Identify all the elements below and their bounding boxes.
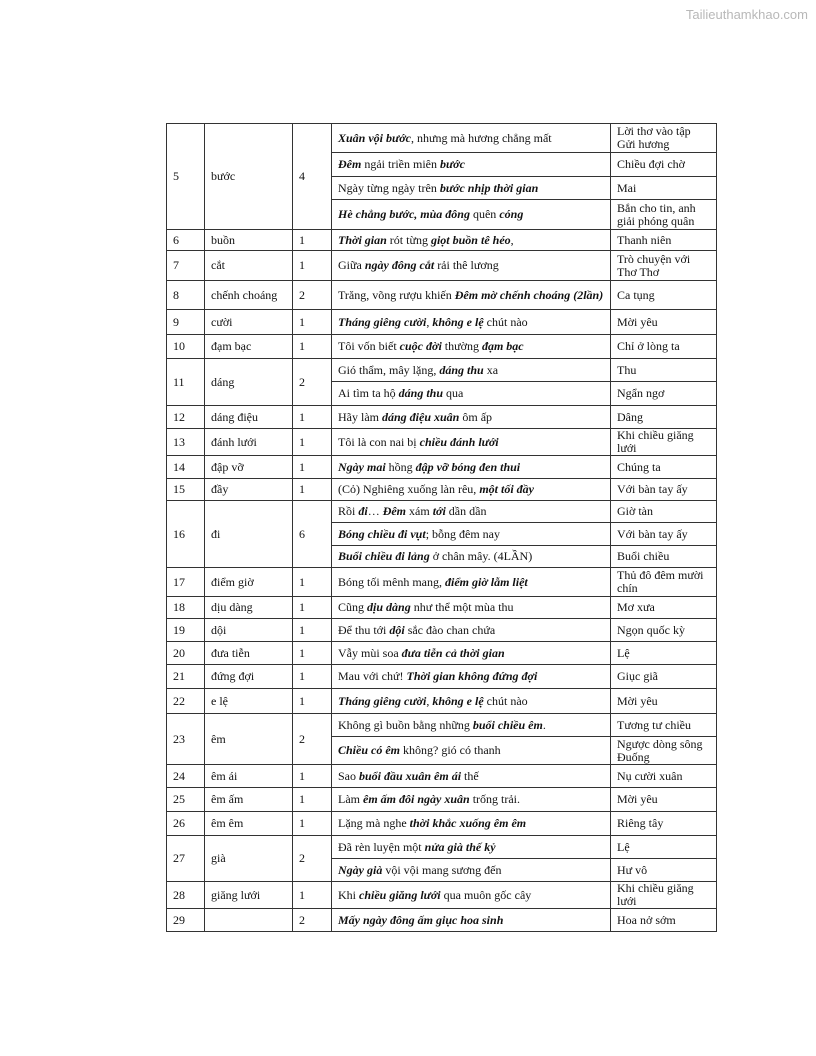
row-number-cell: 10 [167,335,205,359]
sentence-cell [332,281,611,310]
text-segment: qua muôn gốc cây [440,887,532,902]
word-cell: êm ái [205,765,293,788]
sentence-cell [332,406,611,429]
count-cell: 6 [293,501,332,568]
source-cell: Bắn cho tin, anh giải phóng quân [611,200,717,230]
sentence-cell [332,642,611,665]
count-cell: 1 [293,689,332,714]
count-cell: 1 [293,765,332,788]
text-segment: (Cỏ) Nghiêng xuống làn rêu, [338,482,480,496]
highlighted-phrase: chiều giăng lưới [359,887,441,902]
sentence-cell [332,310,611,335]
source-cell: Lệ [611,642,717,665]
count-cell: 1 [293,568,332,597]
sentence-cell [332,177,611,200]
text-segment: xám [406,504,433,518]
text-segment: ngải triền miên [361,157,440,171]
highlighted-phrase: Đêm [338,157,362,171]
sentence-cell [332,479,611,501]
source-cell: Hoa nở sớm [611,909,717,932]
word-cell: giăng lưới [205,882,293,909]
text-segment: quên [469,207,500,221]
table-row [167,619,717,642]
sentence-cell [332,812,611,836]
count-cell: 2 [293,836,332,882]
table-row [167,251,717,281]
source-cell: Giục giã [611,665,717,689]
table-row [167,501,717,523]
count-cell: 1 [293,597,332,619]
row-number-cell: 11 [167,359,205,406]
word-cell: e lệ [205,689,293,714]
text-segment: Rồi [338,504,359,518]
row-number-cell: 19 [167,619,205,642]
highlighted-phrase: dịu dàng [367,600,411,614]
sentence-cell [332,124,611,153]
highlighted-phrase: dáng thu [439,362,484,377]
sentence-cell [332,153,611,177]
highlighted-phrase: bước nhịp thời gian [439,180,539,195]
sentence-cell [332,909,611,932]
text-segment: thế [461,768,479,783]
source-cell: Ngọn quốc kỳ [611,619,717,642]
source-cell: Chỉ ở lòng ta [611,335,717,359]
source-cell: Tương tư chiều [611,714,717,737]
highlighted-phrase: Xuân vội bước [338,130,411,145]
highlighted-phrase: điểm giờ lẫm liệt [445,574,528,589]
word-cell: bước [205,124,293,230]
text-segment: … [367,504,383,518]
word-cell: dáng [205,359,293,406]
table-row [167,359,717,382]
sentence-cell [332,230,611,251]
table-row [167,689,717,714]
count-cell: 2 [293,281,332,310]
source-cell: Mời yêu [611,310,717,335]
source-cell: Chúng ta [611,456,717,479]
row-number-cell: 29 [167,909,205,932]
text-segment: như thể một mùa thu [410,600,514,614]
word-cell: đầy [205,479,293,501]
sentence-cell [332,737,611,765]
text-segment: sắc đào chan chứa [404,622,496,637]
text-segment: , nhưng mà hương chẳng mất [410,130,552,145]
highlighted-phrase: chiều đánh lưới [419,434,499,449]
word-cell: cười [205,310,293,335]
text-segment: Làm [338,792,363,806]
word-cell: đạm bạc [205,335,293,359]
row-number-cell: 17 [167,568,205,597]
sentence-cell [332,859,611,882]
count-cell: 1 [293,479,332,501]
sentence-cell [332,597,611,619]
highlighted-phrase: nửa già thế kỷ [424,839,496,854]
text-segment: Tôi là con nai bị [338,434,420,449]
highlighted-phrase: Buổi chiều đi lảng [338,549,430,563]
word-cell: dịu dàng [205,597,293,619]
word-cell: điểm giờ [205,568,293,597]
table-row [167,665,717,689]
highlighted-phrase: một tối đầy [479,482,534,496]
row-number-cell: 13 [167,429,205,456]
row-number-cell: 15 [167,479,205,501]
row-number-cell: 20 [167,642,205,665]
highlighted-phrase: Thời gian [338,232,387,247]
sentence-cell [332,619,611,642]
source-cell: Thủ đô đêm mười chín [611,568,717,597]
source-cell: Khi chiều giăng lưới [611,429,717,456]
count-cell: 1 [293,665,332,689]
sentence-cell [332,546,611,568]
count-cell: 4 [293,124,332,230]
highlighted-phrase: thời khắc xuống êm êm [409,816,527,830]
text-segment: xa [483,362,499,377]
table-row [167,788,717,812]
table-row [167,714,717,737]
sentence-cell [332,523,611,546]
sentence-cell [332,429,611,456]
sentence-cell [332,665,611,689]
table-row [167,765,717,788]
word-cell: đánh lưới [205,429,293,456]
text-segment: ôm ấp [459,409,493,424]
highlighted-phrase: dáng điệu xuân [382,409,460,424]
text-segment: Tôi vốn biết [338,339,400,353]
highlighted-phrase: êm ấm đôi ngày xuân [363,792,470,806]
text-segment: rải thê lương [434,258,499,272]
text-segment: Sao [338,768,359,783]
row-number-cell: 27 [167,836,205,882]
count-cell: 1 [293,310,332,335]
sentence-cell [332,882,611,909]
row-number-cell: 6 [167,230,205,251]
source-cell: Lời thơ vào tập Gửi hương [611,124,717,153]
table-row [167,310,717,335]
text-segment: rót từng [386,232,431,247]
highlighted-phrase: Thời gian không đứng đợi [406,669,538,683]
count-cell: 1 [293,251,332,281]
text-segment: chút nào [483,693,528,708]
text-segment: Không gì buồn bằng những [338,717,473,732]
word-cell: đập vỡ [205,456,293,479]
count-cell: 1 [293,230,332,251]
word-frequency-table [166,123,717,932]
text-segment: Cũng [338,600,368,614]
source-cell: Mai [611,177,717,200]
row-number-cell: 28 [167,882,205,909]
word-cell: cắt [205,251,293,281]
source-cell: Lệ [611,836,717,859]
source-cell: Mời yêu [611,788,717,812]
watermark: Tailieuthamkhao.com [685,7,808,22]
highlighted-phrase: buổi đầu xuân êm ái [359,768,462,783]
text-segment: Ngày từng ngày trên [338,180,440,195]
text-segment: . [542,717,546,732]
highlighted-phrase: tới [432,504,446,518]
sentence-cell [332,765,611,788]
count-cell: 1 [293,406,332,429]
word-cell: đưa tiễn [205,642,293,665]
source-cell: Ca tụng [611,281,717,310]
sentence-cell [332,836,611,859]
highlighted-phrase: đập vỡ bóng đen thui [415,459,521,474]
sentence-cell [332,501,611,523]
row-number-cell: 18 [167,597,205,619]
highlighted-phrase: buổi chiều êm [472,717,543,732]
row-number-cell: 7 [167,251,205,281]
text-segment: , [510,232,514,247]
row-number-cell: 14 [167,456,205,479]
sentence-cell [332,788,611,812]
highlighted-phrase: Tháng giêng cười [338,693,427,708]
source-cell: Thanh niên [611,230,717,251]
table-row [167,812,717,836]
sentence-cell [332,689,611,714]
word-cell: dội [205,619,293,642]
table-row [167,642,717,665]
highlighted-phrase: dáng thu [398,386,444,400]
table-row [167,882,717,909]
table-row [167,836,717,859]
highlighted-phrase: Ngày mai [338,459,386,474]
source-cell: Dâng [611,406,717,429]
row-number-cell: 16 [167,501,205,568]
word-cell [205,909,293,932]
source-cell: Mơ xưa [611,597,717,619]
table-row [167,597,717,619]
source-cell: Buổi chiều [611,546,717,568]
row-number-cell: 25 [167,788,205,812]
count-cell: 1 [293,456,332,479]
text-segment: Hãy làm [338,409,382,424]
row-number-cell: 5 [167,124,205,230]
count-cell: 1 [293,642,332,665]
highlighted-phrase: Bóng chiều đi vụt [338,526,426,541]
highlighted-phrase: không e lệ [432,693,484,708]
row-number-cell: 24 [167,765,205,788]
sentence-cell [332,714,611,737]
text-segment: Trăng, võng rượu khiến [338,287,455,302]
word-cell: già [205,836,293,882]
source-cell: Với bàn tay ấy [611,479,717,501]
text-segment: Lặng mà nghe [338,816,410,830]
table-row [167,230,717,251]
text-segment: hồng [385,459,416,474]
sentence-cell [332,382,611,406]
text-segment: dần dần [445,504,487,518]
sentence-cell [332,568,611,597]
highlighted-phrase: Tháng giêng cười [338,314,427,329]
source-cell: Trò chuyện với Thơ Thơ [611,251,717,281]
row-number-cell: 9 [167,310,205,335]
sentence-cell [332,359,611,382]
source-cell: Ngẩn ngơ [611,382,717,406]
count-cell: 1 [293,335,332,359]
highlighted-phrase: bước [439,157,465,171]
row-number-cell: 26 [167,812,205,836]
source-cell: Mời yêu [611,689,717,714]
text-segment: Giữa [338,258,365,272]
text-segment: Mau với chứ! [338,669,407,683]
highlighted-phrase: Chiều có êm [338,743,400,757]
source-cell: Khi chiều giăng lưới [611,882,717,909]
text-segment: Bóng tối mênh mang, [338,574,445,589]
word-cell: chếnh choáng [205,281,293,310]
table-row [167,479,717,501]
table-row [167,281,717,310]
count-cell: 1 [293,429,332,456]
count-cell: 2 [293,714,332,765]
word-cell: êm ấm [205,788,293,812]
highlighted-phrase: Đêm [382,504,407,518]
sentence-cell [332,335,611,359]
text-segment: không? gió có thanh [400,743,501,757]
text-segment: ; bỗng đêm nay [425,526,501,541]
count-cell: 1 [293,619,332,642]
text-segment: Ai tìm ta hộ [338,386,399,400]
highlighted-phrase: Ngày già [338,862,383,877]
text-segment: ở chân mây. (4LẦN) [429,549,533,563]
count-cell: 1 [293,788,332,812]
table-row [167,124,717,153]
source-cell: Hư vô [611,859,717,882]
row-number-cell: 23 [167,714,205,765]
sentence-cell [332,456,611,479]
count-cell: 1 [293,812,332,836]
highlighted-phrase: giọt buồn tê héo [430,232,511,247]
text-segment: thường [441,339,482,353]
text-segment: , [426,693,433,708]
source-cell: Ngược dòng sông Đuống [611,737,717,765]
text-segment: Vẫy mùi soa [338,645,402,660]
source-cell: Thu [611,359,717,382]
source-cell: Giờ tàn [611,501,717,523]
table-row [167,568,717,597]
source-cell: Riêng tây [611,812,717,836]
highlighted-phrase: Đêm mờ chếnh choáng (2lần) [454,287,604,302]
text-segment: chút nào [483,314,528,329]
text-segment: Khi [338,887,359,902]
highlighted-phrase: cuộc đời [399,339,442,353]
text-segment: trống trải. [469,792,521,806]
highlighted-phrase: cóng [499,207,524,221]
word-cell: buồn [205,230,293,251]
word-cell: dáng điệu [205,406,293,429]
count-cell: 1 [293,882,332,909]
highlighted-phrase: không e lệ [432,314,484,329]
text-segment: , [426,314,433,329]
source-cell: Chiều đợi chờ [611,153,717,177]
sentence-cell [332,251,611,281]
highlighted-phrase: đạm bạc [481,339,524,353]
row-number-cell: 22 [167,689,205,714]
text-segment: Gió thẩm, mây lặng, [338,362,440,377]
text-segment: Đã rèn luyện một [338,839,425,854]
sentence-cell [332,200,611,230]
word-cell: đi [205,501,293,568]
word-cell: êm [205,714,293,765]
highlighted-phrase: dội [389,622,405,637]
count-cell: 2 [293,909,332,932]
row-number-cell: 12 [167,406,205,429]
table-row [167,456,717,479]
row-number-cell: 21 [167,665,205,689]
table-row [167,429,717,456]
text-segment: qua [443,386,464,400]
word-cell: đứng đợi [205,665,293,689]
highlighted-phrase: đưa tiễn cả thời gian [401,645,505,660]
highlighted-phrase: ngày đông cắt [364,258,435,272]
table-row [167,335,717,359]
source-cell: Với bàn tay ấy [611,523,717,546]
count-cell: 2 [293,359,332,406]
source-cell: Nụ cười xuân [611,765,717,788]
text-segment: Để thu tới [338,622,390,637]
text-segment: vội vội mang sương đến [382,862,502,877]
highlighted-phrase: đi [358,504,368,518]
word-cell: êm êm [205,812,293,836]
row-number-cell: 8 [167,281,205,310]
table-row [167,909,717,932]
table-row [167,406,717,429]
highlighted-phrase: Hè chẳng bước, mùa đông [338,207,470,221]
highlighted-phrase: Mấy ngày đông ấm giục hoa sinh [338,912,504,927]
